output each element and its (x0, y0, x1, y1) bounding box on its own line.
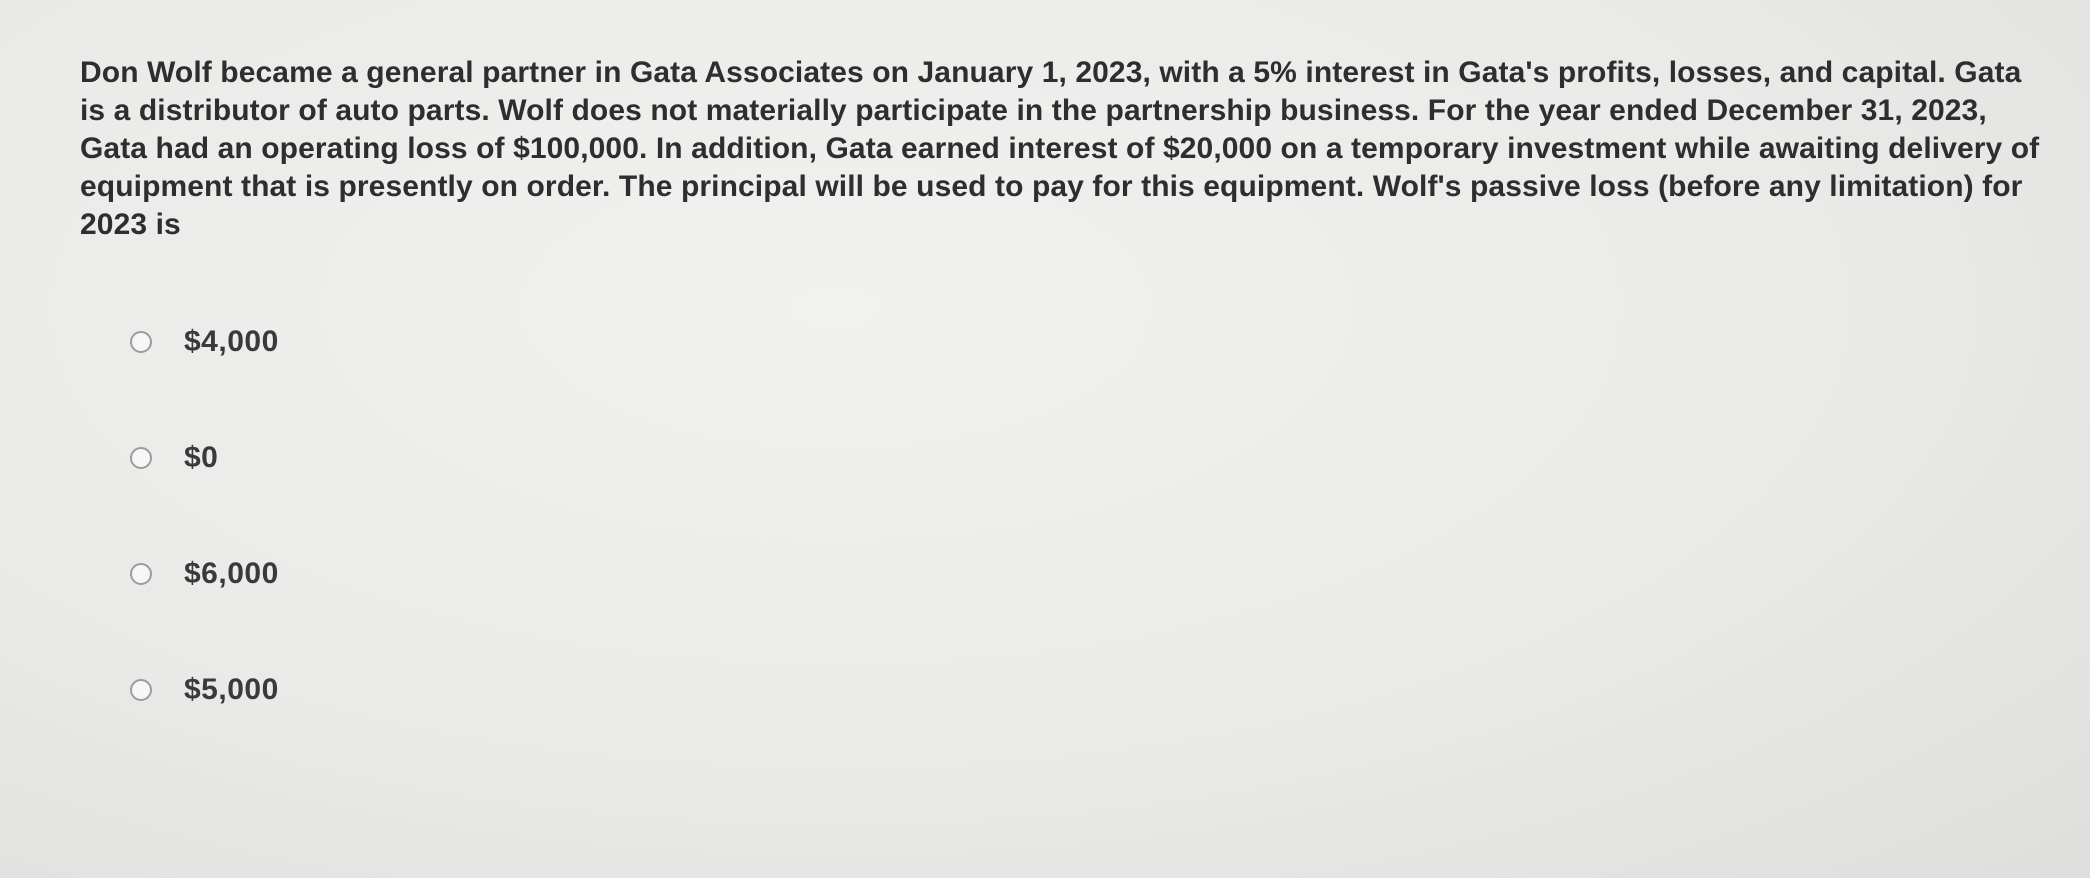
radio-button[interactable] (130, 563, 152, 585)
question-text: Don Wolf became a general partner in Gata Associates on January 1, 2023, with a 5% interest in Gata's profits, losses, and capital. Gata is a distributor of auto parts. Wolf does not materially participate in the partnership business. For the year ended December 31, 2023, Gata had an operating loss of $100,000. In addition, Gata earned interest of $20,000 on a temporary investment while awaiting delivery of equipment that is presently on order. The principal will be used to pay for this equipment. Wolf's passive loss (before any limitation) for 2023 is (80, 56, 2040, 241)
question-block (80, 54, 2040, 244)
answer-option-1[interactable] (130, 322, 279, 362)
answer-option-label: $4,000 (184, 325, 279, 358)
radio-button[interactable] (130, 447, 152, 469)
radio-button[interactable] (130, 679, 152, 701)
radio-button[interactable] (130, 331, 152, 353)
answer-option-2[interactable] (130, 438, 279, 478)
answer-option-4[interactable] (130, 670, 279, 710)
answer-option-label: $0 (184, 441, 219, 474)
answer-options (130, 322, 279, 786)
answer-option-label: $6,000 (184, 557, 279, 590)
answer-option-3[interactable] (130, 554, 279, 594)
answer-option-label: $5,000 (184, 673, 279, 706)
